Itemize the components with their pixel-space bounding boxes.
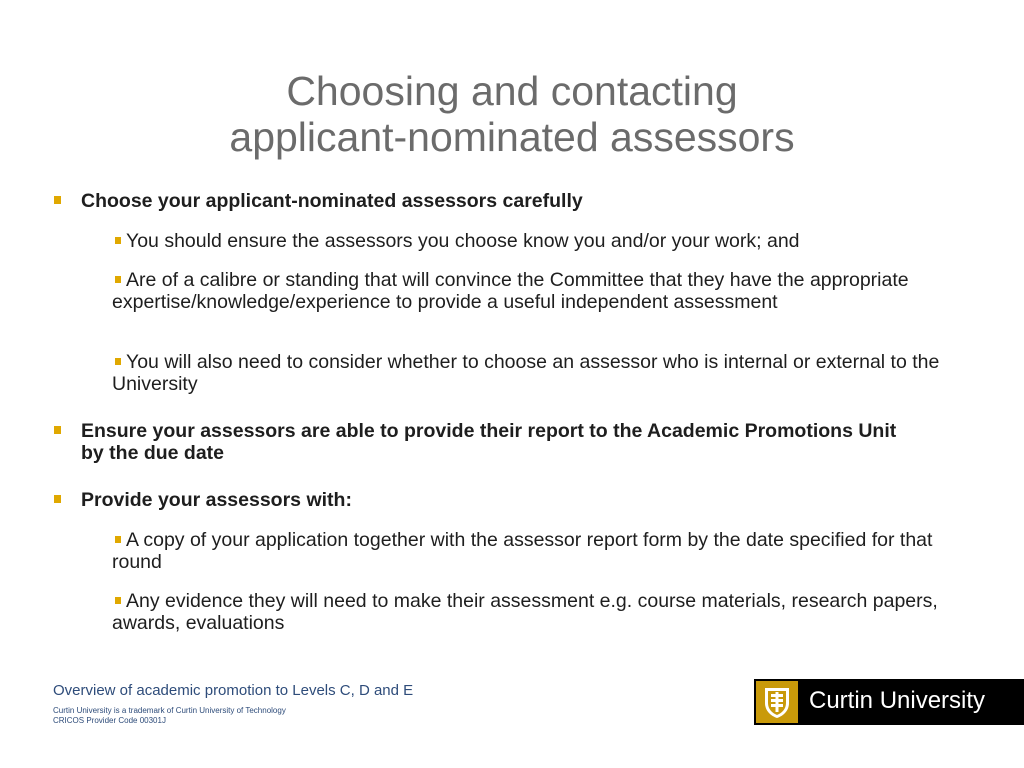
square-bullet-icon	[115, 276, 121, 283]
square-bullet-icon	[54, 196, 61, 204]
footer-trademark: Curtin University is a trademark of Curtin University of Technology	[53, 706, 286, 715]
bullet-level2	[112, 269, 952, 313]
square-bullet-icon	[115, 237, 121, 244]
footer-cricos: CRICOS Provider Code 00301J	[53, 716, 166, 725]
curtin-logo	[754, 679, 1024, 725]
square-bullet-icon	[115, 597, 121, 604]
curtin-crest-icon	[756, 681, 798, 723]
bullet-text: Are of a calibre or standing that will convince the Committee that they have the appropriate expertise/knowledge/experience to provide a useful independent assessment	[112, 269, 909, 313]
bullet-text: A copy of your application together with the assessor report form by the date specified for that round	[112, 529, 933, 573]
bullet-text: You will also need to consider whether to choose an assessor who is internal or external to the University	[112, 351, 940, 395]
bullet-text: Provide your assessors with:	[81, 489, 352, 511]
slide-title	[0, 68, 1024, 160]
square-bullet-icon	[115, 358, 121, 365]
footer-title: Overview of academic promotion to Levels C, D and E	[53, 682, 414, 699]
bullet-text: Choose your applicant-nominated assessors carefully	[81, 190, 583, 212]
bullet-level2	[112, 351, 952, 395]
logo-text: Curtin University	[809, 687, 986, 714]
bullet-level1	[81, 489, 901, 511]
square-bullet-icon	[54, 426, 61, 434]
bullet-level1	[81, 190, 901, 212]
bullet-text: Any evidence they will need to make their assessment e.g. course materials, research papers, awards, evaluations	[112, 590, 938, 634]
bullet-level2	[112, 590, 952, 634]
title-line-2: applicant-nominated assessors	[229, 114, 795, 160]
bullet-text: Ensure your assessors are able to provide their report to the Academic Promotions Unit by the due date	[81, 420, 897, 464]
square-bullet-icon	[54, 495, 61, 503]
bullet-text: You should ensure the assessors you choose know you and/or your work; and	[126, 230, 800, 252]
bullet-level2	[112, 230, 952, 252]
title-line-1: Choosing and contacting	[286, 68, 738, 114]
bullet-level2	[112, 529, 952, 573]
square-bullet-icon	[115, 536, 121, 543]
bullet-level1	[81, 420, 901, 464]
